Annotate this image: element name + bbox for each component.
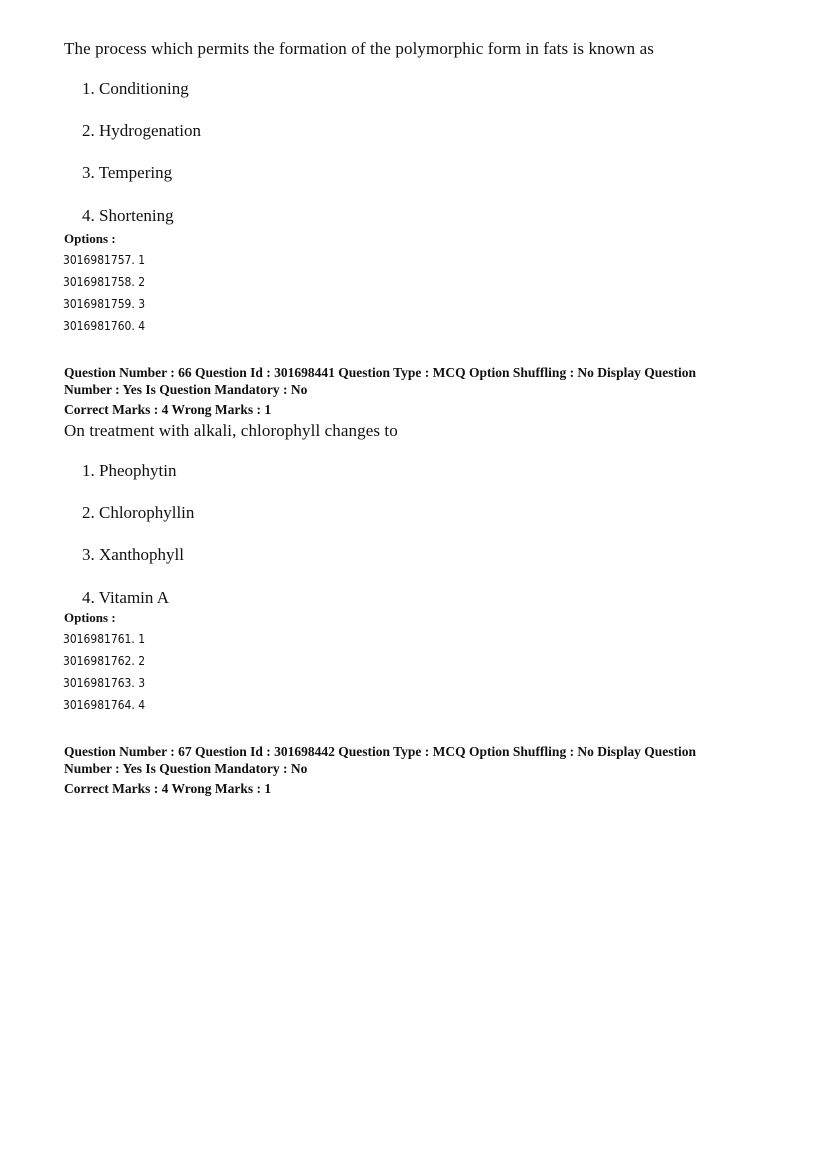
question-65-choice-1: 1. Conditioning bbox=[82, 79, 189, 98]
question-66-option-1: 3016981761. 1 bbox=[63, 631, 146, 646]
question-66-option-3: 3016981763. 3 bbox=[63, 675, 146, 690]
question-66-text: On treatment with alkali, chlorophyll changes to bbox=[64, 421, 398, 440]
question-65-option-2: 3016981758. 2 bbox=[63, 274, 146, 289]
question-66-choice-2: 2. Chlorophyllin bbox=[82, 503, 195, 522]
question-65-text: The process which permits the formation of the polymorphic form in fats is known as bbox=[64, 39, 654, 58]
question-66-option-2: 3016981762. 2 bbox=[63, 653, 146, 668]
question-65-choice-4: 4. Shortening bbox=[82, 206, 174, 225]
question-65-choice-3: 3. Tempering bbox=[82, 163, 173, 182]
question-66-marks: Correct Marks : 4 Wrong Marks : 1 bbox=[64, 402, 272, 417]
question-66-choice-1: 1. Pheophytin bbox=[82, 461, 177, 480]
question-66-options-label: Options : bbox=[64, 610, 116, 625]
question-66-choice-4: 4. Vitamin A bbox=[82, 588, 169, 607]
question-66-meta-line-2: Number : Yes Is Question Mandatory : No bbox=[64, 382, 308, 397]
question-66-meta-line-1: Question Number : 66 Question Id : 301698441 Question Type : MCQ Option Shuffling : No Display Question bbox=[64, 365, 696, 380]
question-65-choice-2: 2. Hydrogenation bbox=[82, 121, 201, 140]
question-67-marks: Correct Marks : 4 Wrong Marks : 1 bbox=[64, 781, 272, 796]
question-66-option-4: 3016981764. 4 bbox=[63, 697, 146, 712]
question-65-option-1: 3016981757. 1 bbox=[63, 252, 146, 267]
question-67-meta-line-2: Number : Yes Is Question Mandatory : No bbox=[64, 761, 308, 776]
question-65-option-3: 3016981759. 3 bbox=[63, 296, 146, 311]
question-66-choice-3: 3. Xanthophyll bbox=[82, 545, 184, 564]
question-67-meta-line-1: Question Number : 67 Question Id : 301698442 Question Type : MCQ Option Shuffling : No Display Question bbox=[64, 744, 696, 759]
question-65-options-label: Options : bbox=[64, 231, 116, 246]
question-65-option-4: 3016981760. 4 bbox=[63, 318, 146, 333]
